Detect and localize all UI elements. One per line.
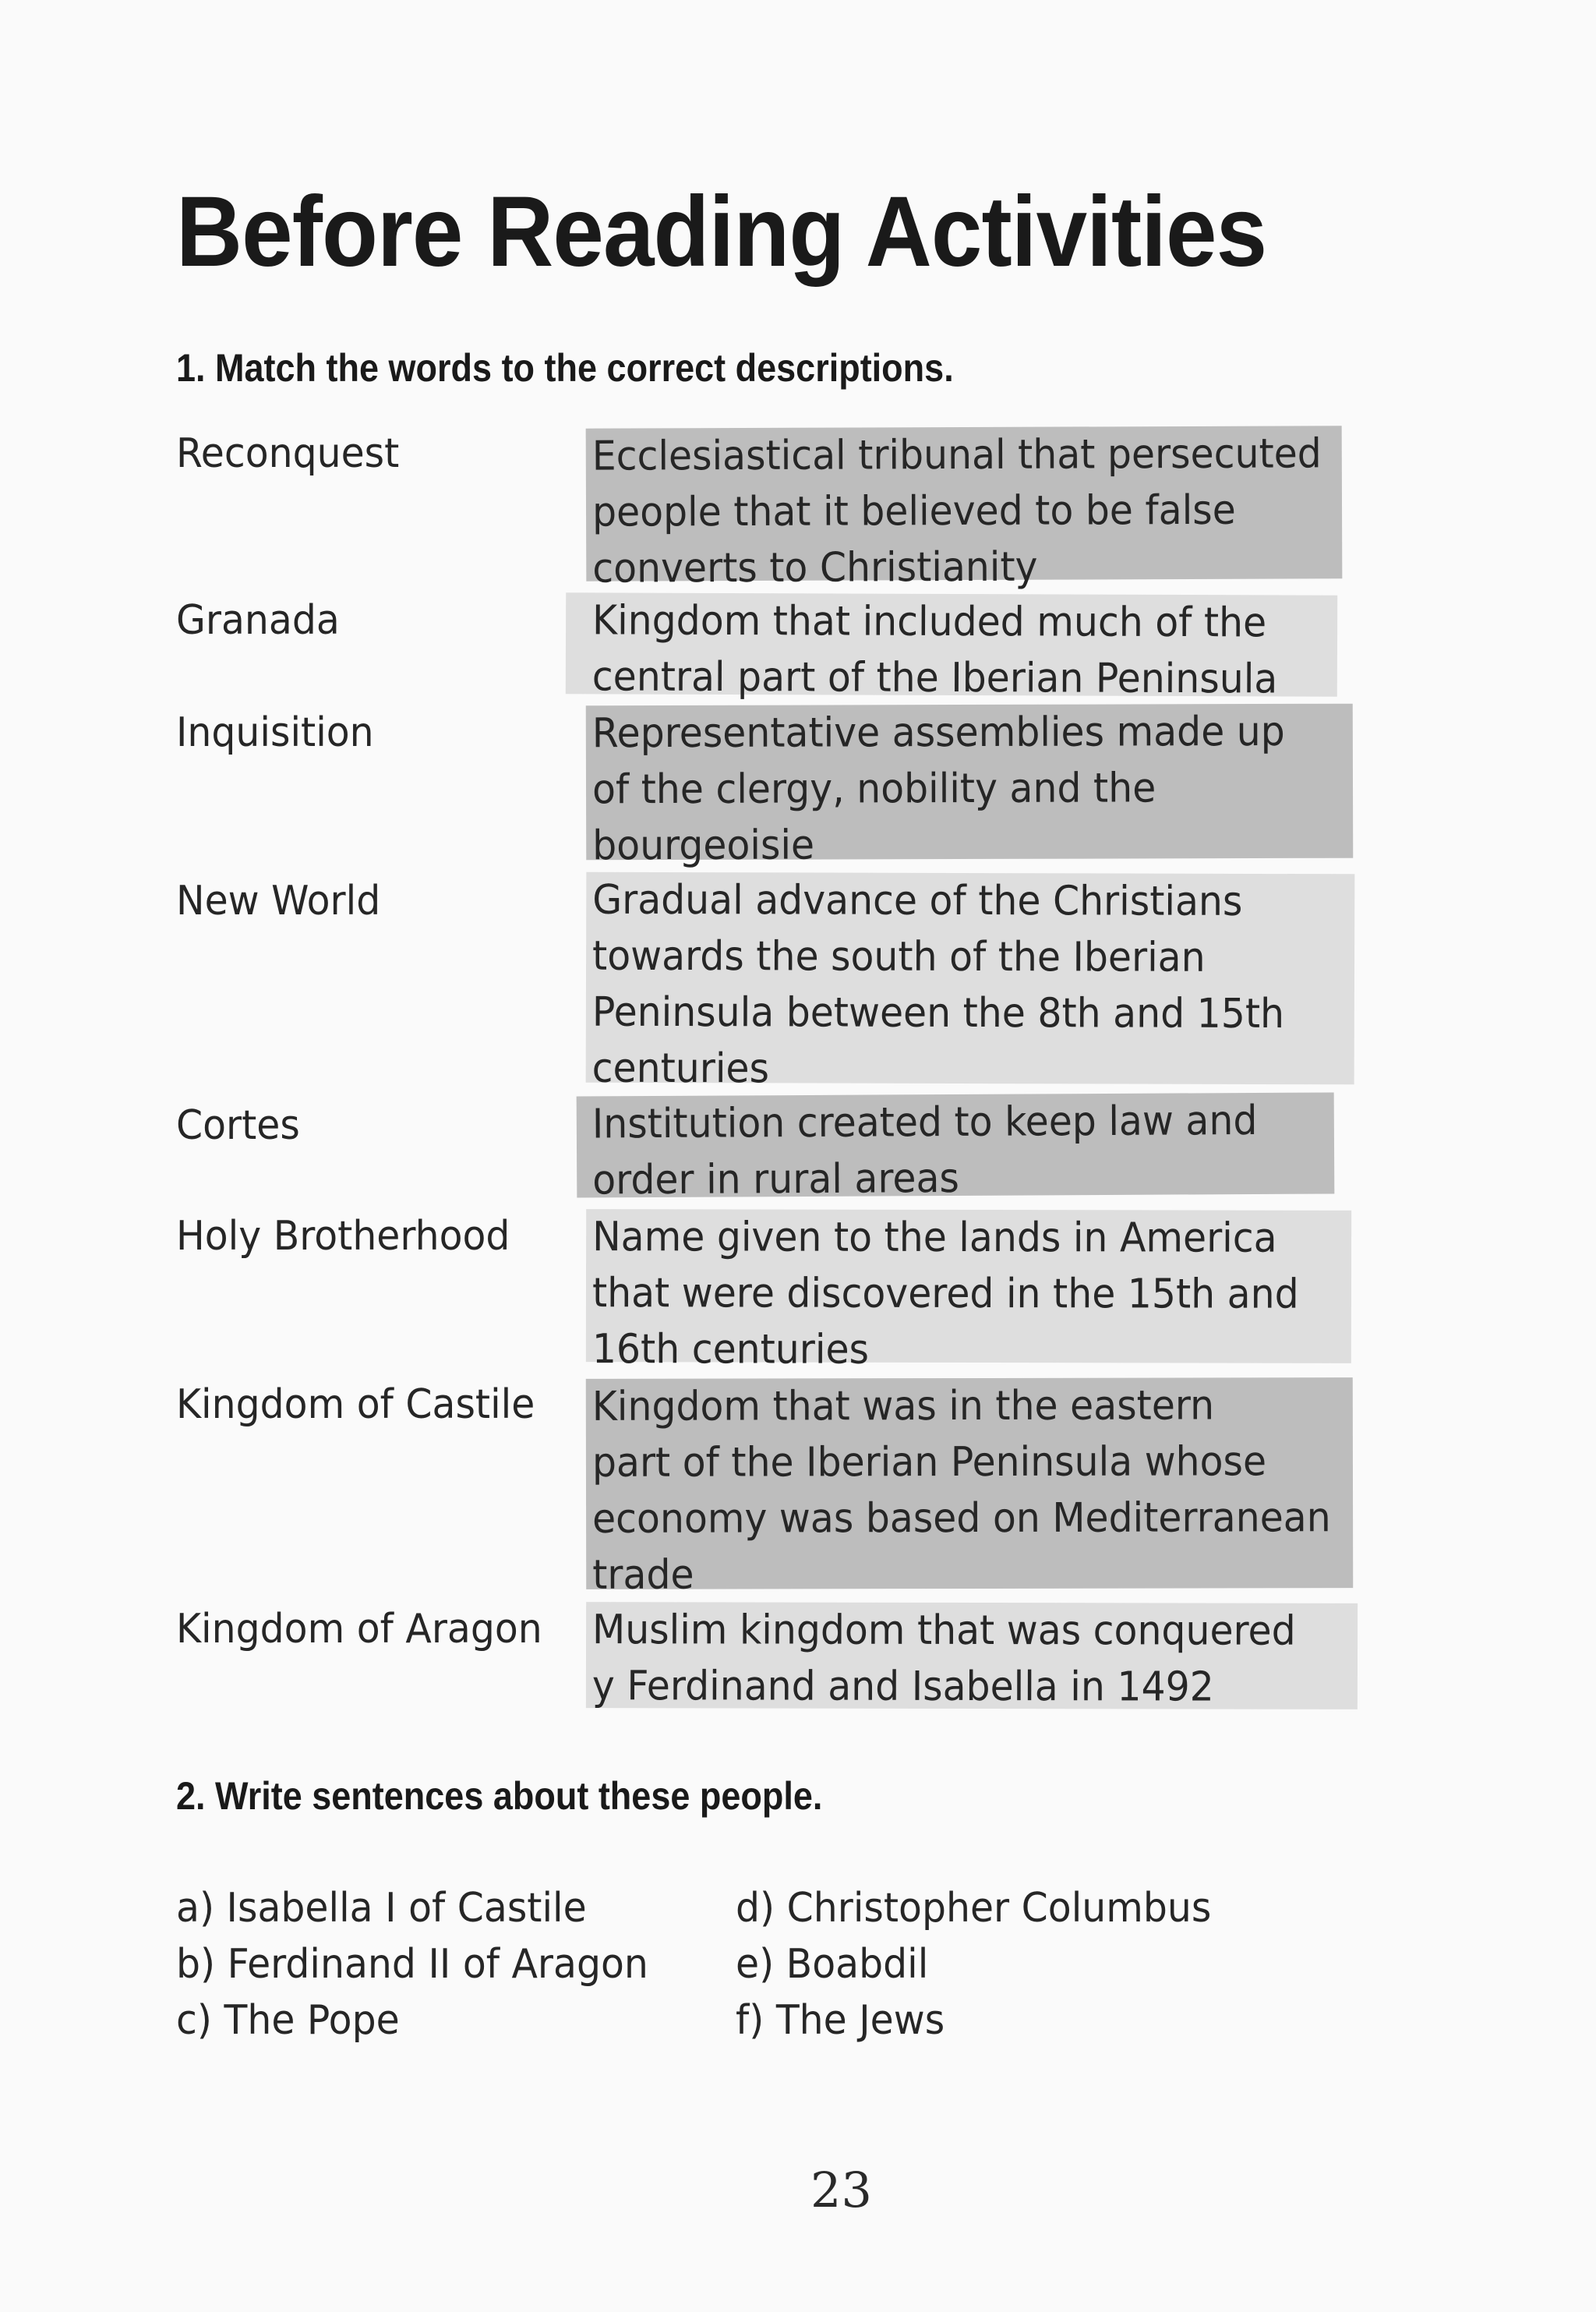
section1-heading: 1. Match the words to the correct descriptions. <box>176 346 954 390</box>
section2-heading: 2. Write sentences about these people. <box>176 1774 823 1818</box>
description-line: order in rural areas <box>592 1154 960 1204</box>
description-line: Institution created to keep law and <box>591 1097 1258 1148</box>
description-line: centuries <box>591 1045 770 1093</box>
term-inquisition: Inquisition <box>176 709 374 756</box>
description-line: Kingdom that included much of the <box>591 597 1267 647</box>
person-item: a) Isabella I of Castile <box>176 1885 587 1932</box>
description-line: 16th centuries <box>591 1326 870 1373</box>
description-line: people that it believed to be false <box>591 486 1236 536</box>
person-item: f) The Jews <box>736 1997 945 2044</box>
term-granada: Granada <box>176 597 340 644</box>
description-line: that were discovered in the 15th and <box>591 1270 1299 1318</box>
description-strip <box>586 1377 1353 1599</box>
description-line: economy was based on Mediterranean <box>592 1494 1331 1543</box>
description-line: y Ferdinand and Isabella in 1492 <box>591 1663 1214 1711</box>
description-line: converts to Christianity <box>592 543 1038 592</box>
description-line: Muslim kingdom that was conquered <box>592 1607 1296 1655</box>
term-kingdom-of-castile: Kingdom of Castile <box>176 1381 535 1428</box>
description-line: Peninsula between the 8th and 15th <box>591 988 1285 1038</box>
description-line: Representative assemblies made up <box>591 708 1285 758</box>
person-item: c) The Pope <box>176 1997 400 2044</box>
description-line: Name given to the lands in America <box>592 1214 1277 1262</box>
page-number: 23 <box>810 2162 872 2218</box>
description-line: Gradual advance of the Christians <box>592 876 1243 925</box>
description-line: towards the south of the Iberian <box>591 932 1206 981</box>
term-holy-brotherhood: Holy Brotherhood <box>176 1213 510 1260</box>
description-strip <box>586 426 1343 592</box>
term-new-world: New World <box>176 878 381 924</box>
description-line: central part of the Iberian Peninsula <box>591 653 1278 703</box>
description-strip <box>586 872 1355 1093</box>
description-line: of the clergy, nobility and the <box>591 765 1156 814</box>
description-strip <box>586 1209 1351 1373</box>
description-line: trade <box>592 1551 694 1599</box>
description-line: part of the Iberian Peninsula whose <box>591 1438 1267 1487</box>
term-kingdom-of-aragon: Kingdom of Aragon <box>176 1606 542 1653</box>
description-strip <box>566 592 1337 703</box>
page-title: Before Reading Activities <box>176 176 1267 288</box>
term-reconquest: Reconquest <box>176 430 400 477</box>
description-strip <box>577 1092 1335 1204</box>
person-item: d) Christopher Columbus <box>736 1885 1212 1932</box>
description-line: Ecclesiastical tribunal that persecuted <box>591 430 1322 480</box>
person-item: b) Ferdinand II of Aragon <box>176 1941 648 1988</box>
description-line: bourgeoisie <box>592 822 815 870</box>
description-strip <box>586 704 1354 870</box>
description-line: Kingdom that was in the eastern <box>591 1382 1215 1430</box>
term-cortes: Cortes <box>176 1102 300 1149</box>
description-strip <box>586 1602 1358 1709</box>
person-item: e) Boabdil <box>736 1941 929 1988</box>
